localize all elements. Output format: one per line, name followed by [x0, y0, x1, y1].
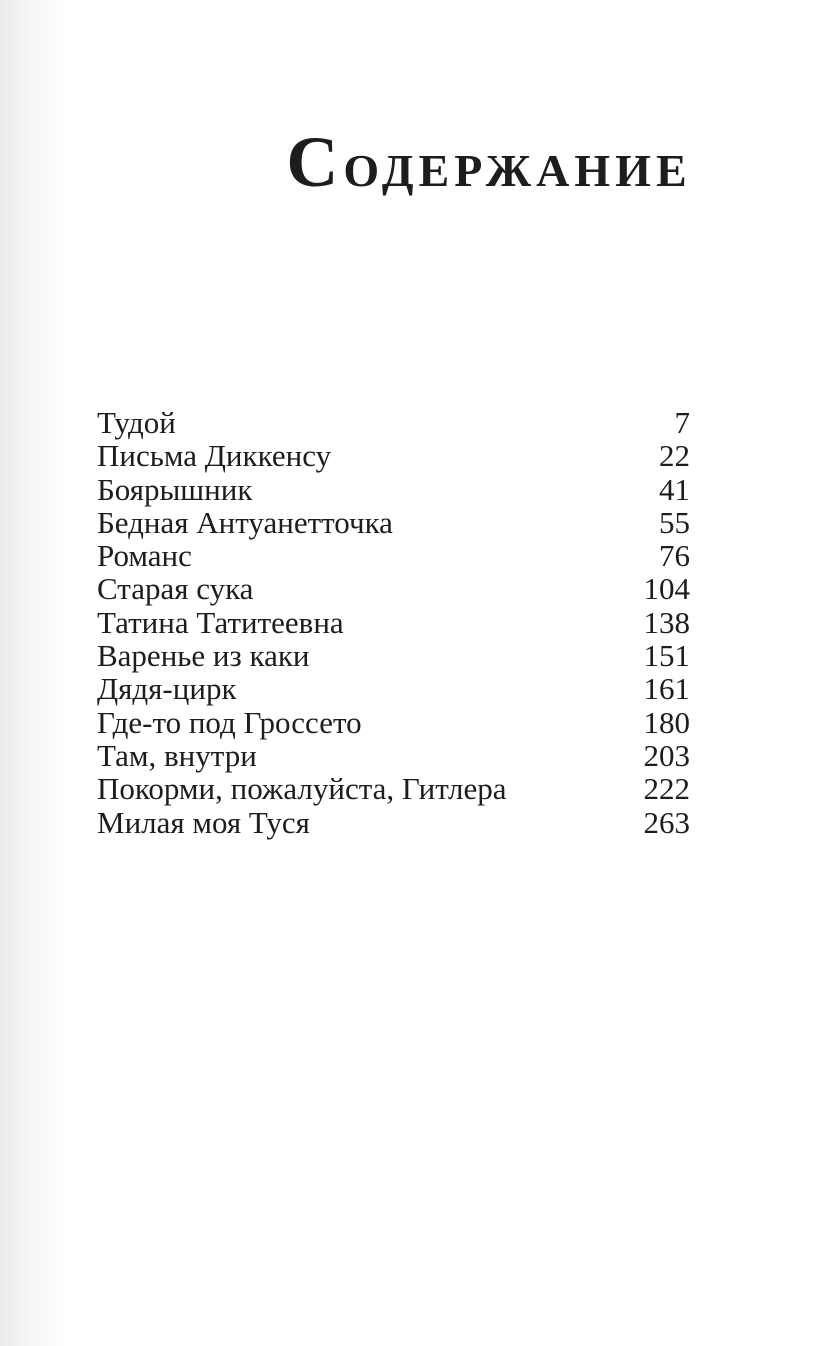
- toc-entry-page-number: 7: [674, 405, 690, 440]
- toc-entry-title: Милая моя Туся: [97, 804, 310, 840]
- toc-entry-title: Старая сука: [97, 571, 254, 607]
- toc-entry-page-number: 138: [643, 604, 690, 640]
- toc-entry-title: Там, внутри: [97, 737, 257, 773]
- page-title-initial: С: [286, 122, 344, 202]
- page-spine-shadow: [0, 0, 68, 1346]
- toc-entry[interactable]: [97, 739, 690, 772]
- toc-entry-title: Письма Диккенсу: [97, 438, 332, 474]
- toc-entry-page-number: 76: [659, 538, 690, 574]
- toc-entry-title: Дядя-цирк: [97, 671, 237, 707]
- toc-entry-page-number: 203: [643, 737, 690, 773]
- toc-entry-page-number: 151: [643, 638, 690, 674]
- toc-entry-title: Варенье из каки: [97, 638, 310, 674]
- toc-entry-page-number: 55: [659, 504, 690, 540]
- toc-entry[interactable]: [97, 506, 690, 539]
- toc-entry[interactable]: [97, 706, 690, 739]
- toc-entry-title: Тудой: [97, 405, 176, 440]
- toc-entry-page-number: 263: [643, 804, 690, 840]
- toc-entry[interactable]: [97, 806, 690, 839]
- toc-entry-page-number: 41: [659, 471, 690, 507]
- toc-entry-page-number: 222: [643, 771, 690, 807]
- toc-entry-title: Где-то под Гроссето: [97, 704, 362, 740]
- toc-entry[interactable]: [97, 639, 690, 672]
- toc-entry-page-number: 104: [643, 571, 690, 607]
- toc-entry[interactable]: [97, 406, 690, 439]
- toc-entry[interactable]: [97, 473, 690, 506]
- toc-entry-title: Бедная Антуанетточка: [97, 504, 393, 540]
- toc-entry-page-number: 161: [643, 671, 690, 707]
- page-title: [286, 122, 692, 202]
- toc-entry-page-number: 22: [659, 438, 690, 474]
- toc-list: [97, 406, 690, 839]
- toc-entry[interactable]: [97, 672, 690, 705]
- toc-entry[interactable]: [97, 439, 690, 472]
- toc-entry-title: Татина Татитеевна: [97, 604, 344, 640]
- toc-entry-title: Романс: [97, 538, 192, 574]
- toc-entry-page-number: 180: [643, 704, 690, 740]
- page-title-rest: ОДЕРЖАНИЕ: [343, 145, 692, 196]
- toc-entry[interactable]: [97, 539, 690, 572]
- toc-entry[interactable]: [97, 606, 690, 639]
- toc-entry-title: Покорми, пожалуйста, Гитлера: [97, 771, 507, 807]
- toc-entry[interactable]: [97, 572, 690, 605]
- toc-entry-title: Боярышник: [97, 471, 253, 507]
- toc-entry[interactable]: [97, 772, 690, 805]
